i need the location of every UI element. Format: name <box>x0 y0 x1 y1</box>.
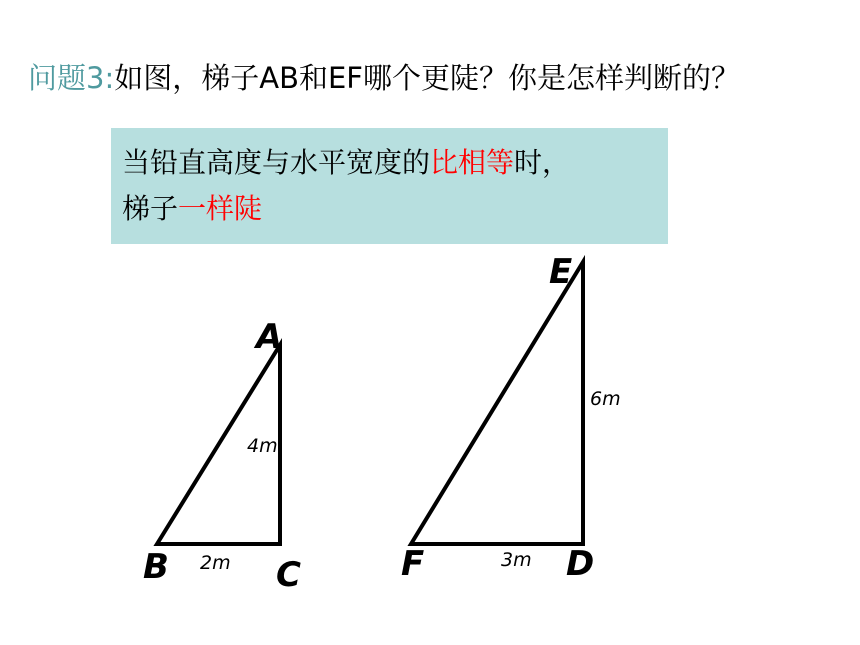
vertex-label-e: E <box>549 252 573 292</box>
vertex-label-b: B <box>143 547 169 587</box>
question-body: 如图，梯子AB和EF哪个更陡？你是怎样判断的？ <box>114 61 740 95</box>
vertex-label-d: D <box>566 544 595 584</box>
base-label-fd: 3m <box>501 549 532 571</box>
answer-highlight-ratio-equal: 比相等 <box>430 146 515 179</box>
vertex-label-a: A <box>256 317 283 357</box>
triangle-abc <box>143 317 301 595</box>
vertex-label-f: F <box>401 544 425 584</box>
answer-highlight-equally-steep: 一样陡 <box>178 192 263 225</box>
question-prefix: 问题3: <box>28 61 115 95</box>
answer-line-1-start: 当铅直高度与水平宽度的 <box>122 146 431 179</box>
vertex-label-c: C <box>276 555 301 595</box>
height-label-ac: 4m <box>247 435 278 457</box>
answer-line-2-start: 梯子 <box>122 192 179 225</box>
triangle-efd-outline <box>411 262 583 544</box>
triangle-efd <box>401 252 621 584</box>
base-label-bc: 2m <box>200 552 231 574</box>
answer-line-1-end: 时， <box>514 146 571 179</box>
height-label-ed: 6m <box>590 388 621 410</box>
